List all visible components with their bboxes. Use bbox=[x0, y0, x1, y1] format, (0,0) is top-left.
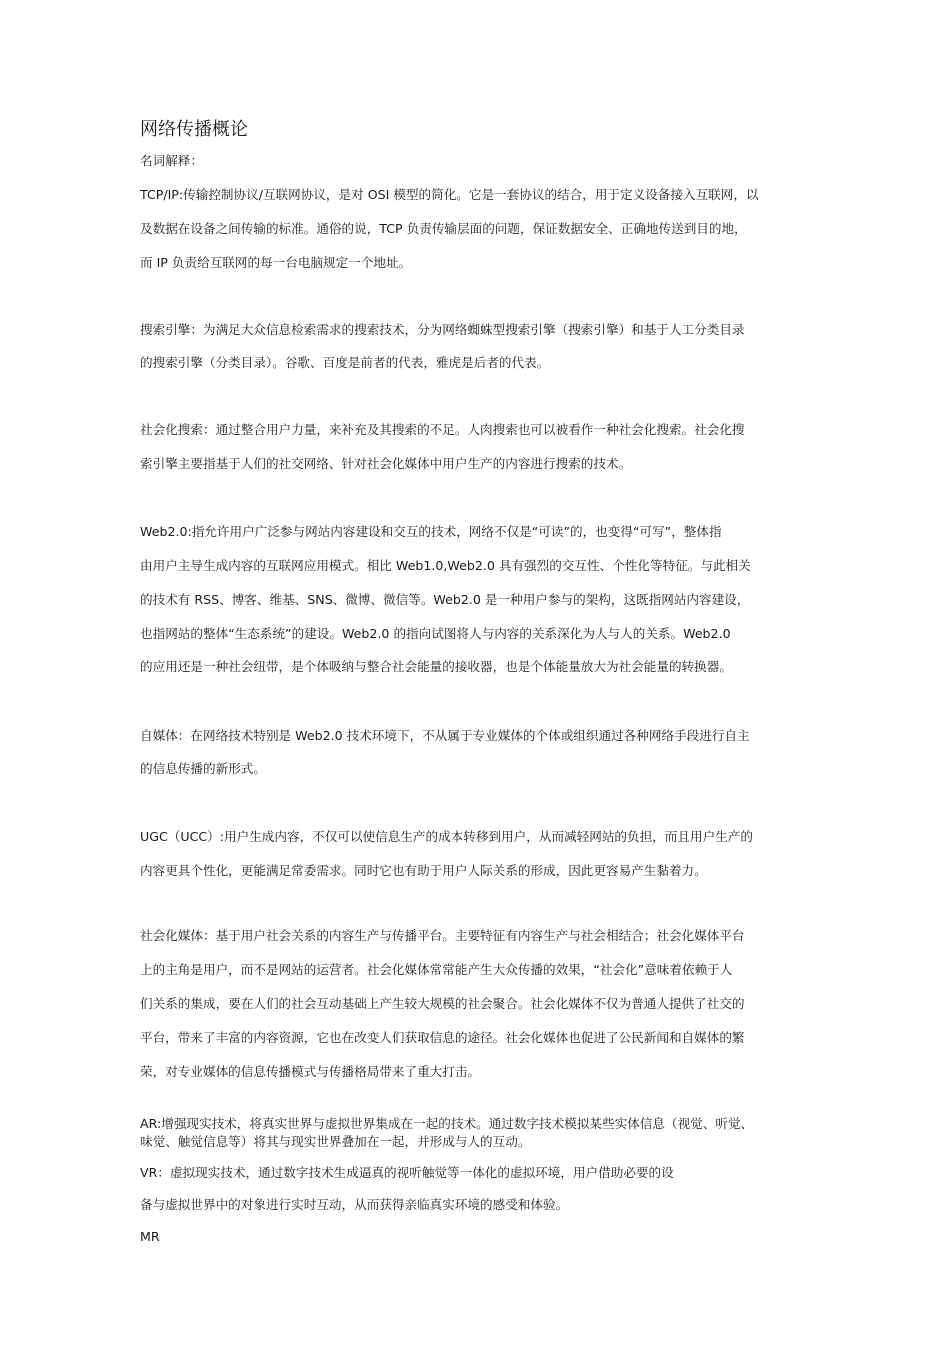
ar-line-2: 味觉、触觉信息等）将其与现实世界叠加在一起，并形成与人的互动。 bbox=[140, 1134, 531, 1149]
web2-line-5: 的应用还是一种社会纽带，是个体吸纳与整合社会能量的接收器，也是个体能量放大为社会能量的转换器。 bbox=[140, 659, 732, 674]
social-search-line-2: 索引擎主要指基于人们的社交网络、针对社会化媒体中用户生产的内容进行搜索的技术。 bbox=[140, 456, 632, 471]
social-search-line-1: 社会化搜索：通过整合用户力量，来补充及其搜索的不足。人肉搜索也可以被看作一种社会化搜索。社会化搜 bbox=[140, 422, 745, 437]
web2-line-1: Web2.0:指允许用户广泛参与网站内容建设和交互的技术，网络不仅是“可读”的，也变得“可写”，整体指 bbox=[140, 524, 722, 539]
search-engine-line-2: 的搜索引擎（分类目录）。谷歌、百度是前者的代表，雅虎是后者的代表。 bbox=[140, 355, 550, 370]
web2-line-2: 由用户主导生成内容的互联网应用模式。相比 Web1.0,Web2.0 具有强烈的交互性、个性化等特征。与此相关 bbox=[140, 558, 751, 573]
social-media-line-4: 平台，带来了丰富的内容资源，它也在改变人们获取信息的途径。社会化媒体也促进了公民新闻和自媒体的繁 bbox=[140, 1030, 745, 1045]
document-title: 网络传播概论 bbox=[140, 119, 248, 140]
section-label: 名词解释： bbox=[140, 153, 203, 168]
vr-line-2: 备与虚拟世界中的对象进行实时互动，从而获得亲临真实环境的感受和体验。 bbox=[140, 1197, 569, 1212]
ugc-line-2: 内容更具个性化，更能满足常委需求。同时它也有助于用户人际关系的形成，因此更容易产生黏着力。 bbox=[140, 863, 707, 878]
self-media-line-2: 的信息传播的新形式。 bbox=[140, 761, 266, 776]
social-media-line-1: 社会化媒体：基于用户社会关系的内容生产与传播平台。主要特征有内容生产与社会相结合；社会化媒体平台 bbox=[140, 928, 745, 943]
web2-line-4: 也指网站的整体“生态系统”的建设。Web2.0 的指向试图将人与内容的关系深化为人与人的关系。Web2.0 bbox=[140, 626, 731, 641]
tcp-ip-line-3: 而 IP 负责给互联网的每一台电脑规定一个地址。 bbox=[140, 255, 412, 270]
ugc-line-1: UGC（UCC）:用户生成内容，不仅可以使信息生产的成本转移到用户，从而减轻网站的负担，而且用户生产的 bbox=[140, 829, 753, 844]
social-media-line-5: 荣，对专业媒体的信息传播模式与传播格局带来了重大打击。 bbox=[140, 1064, 481, 1079]
web2-line-3: 的技术有 RSS、博客、维基、SNS、微博、微信等。Web2.0 是一种用户参与的架构，这既指网站内容建设， bbox=[140, 592, 750, 607]
ar-line-1: AR:增强现实技术，将真实世界与虚拟世界集成在一起的技术。通过数字技术模拟某些实体信息（视觉、听觉、 bbox=[140, 1116, 754, 1131]
tcp-ip-line-2: 及数据在设备之间传输的标准。通俗的说，TCP 负责传输层面的问题，保证数据安全、正确地传送到目的地， bbox=[140, 221, 747, 236]
mr-line-1: MR bbox=[140, 1229, 160, 1244]
self-media-line-1: 自媒体：在网络技术特别是 Web2.0 技术环境下，不从属于专业媒体的个体或组织通过各种网络手段进行自主 bbox=[140, 728, 750, 743]
tcp-ip-line-1: TCP/IP:传输控制协议/互联网协议，是对 OSI 模型的简化。它是一套协议的结合，用于定义设备接入互联网，以 bbox=[140, 187, 759, 202]
search-engine-line-1: 搜索引擎：为满足大众信息检索需求的搜索技术，分为网络蜘蛛型搜索引擎（搜索引擎）和基于人工分类目录 bbox=[140, 322, 745, 337]
social-media-line-3: 们关系的集成，要在人们的社会互动基础上产生较大规模的社会聚合。社会化媒体不仅为普通人提供了社交的 bbox=[140, 996, 745, 1011]
social-media-line-2: 上的主角是用户，而不是网站的运营者。社会化媒体常常能产生大众传播的效果，“社会化”意味着依赖于人 bbox=[140, 962, 733, 977]
vr-line-1: VR：虚拟现实技术，通过数字技术生成逼真的视听触觉等一体化的虚拟环境，用户借助必要的设 bbox=[140, 1165, 674, 1180]
